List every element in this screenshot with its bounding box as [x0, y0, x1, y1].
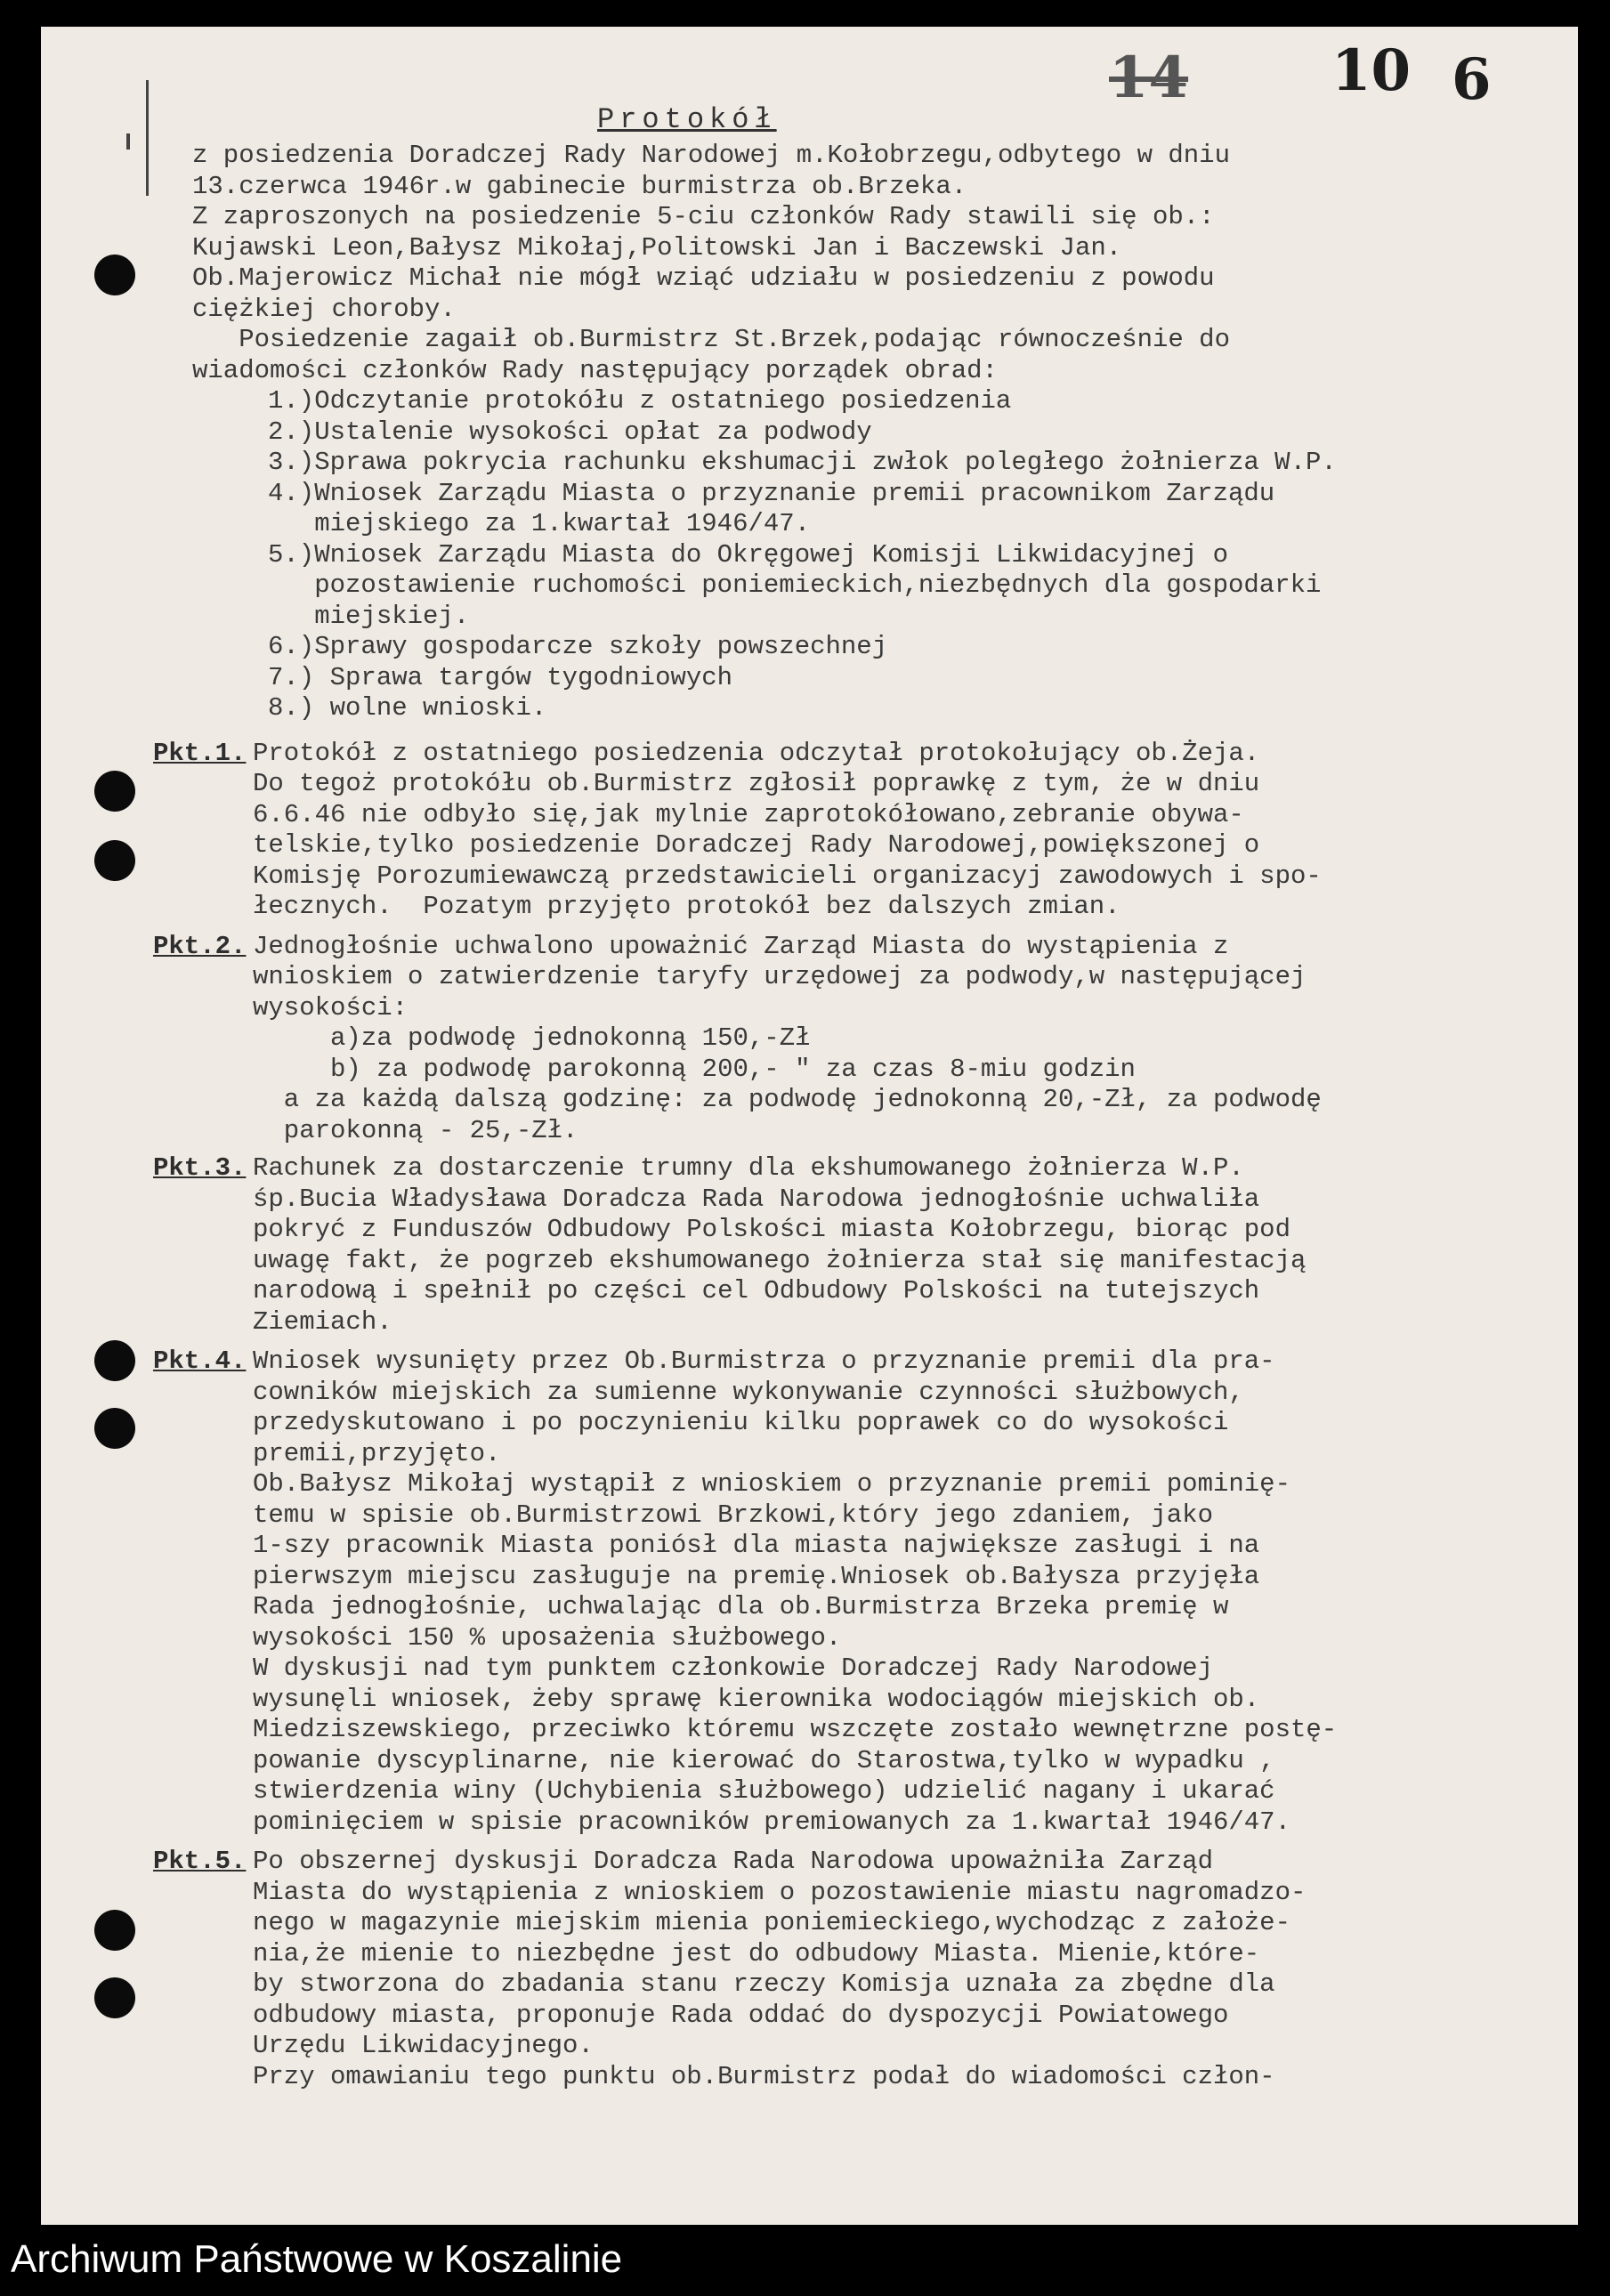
point-text-line: a)za podwodę jednokonną 150,-Zł	[253, 1023, 811, 1053]
archive-footer	[0, 2225, 1610, 2296]
point-text-line: wysokości 150 % uposażenia służbowego.	[253, 1622, 842, 1653]
point-text-line: Rada jednogłośnie, uchwalając dla ob.Burmistrza Brzeka premię w	[253, 1592, 1229, 1621]
point-text-line: telskie,tylko posiedzenie Doradczej Rady Narodowej,powiększonej o	[253, 830, 1260, 860]
point-text-line: 1-szy pracownik Miasta poniósł dla miasta największe zasługi i na	[253, 1531, 1260, 1560]
point-text-line: śp.Bucia Władysława Doradcza Rada Narodowa jednogłośnie uchwaliła	[253, 1184, 1260, 1214]
point-text-line: 6.6.46 nie odbyło się,jak mylnie zaprotokółowano,zebranie obywa-	[253, 799, 1244, 829]
punch-hole	[94, 1340, 135, 1381]
point-text-line: Rachunek za dostarczenie trumny dla ekshumowanego żołnierza W.P.	[253, 1153, 1244, 1183]
punch-hole	[94, 1977, 135, 2018]
handwritten-struck-number: 14	[1109, 44, 1189, 111]
point-text-line: łecznych. Pozatym przyjęto protokół bez dalszych zmian.	[253, 892, 1121, 921]
handwritten-number: 10	[1331, 37, 1412, 104]
point-text-line: nia,że mienie to niezbędne jest do odbudowy Miasta. Mienie,które-	[253, 1938, 1260, 1969]
point-text-line: Wniosek wysunięty przez Ob.Burmistrza o przyznanie premii dla pra-	[253, 1346, 1275, 1376]
agenda-item: 3.)Sprawa pokrycia rachunku ekshumacji zwłok poległego żołnierza W.P.	[268, 448, 1337, 477]
document-title: Protokół	[597, 103, 777, 136]
agenda-item: 4.)Wniosek Zarządu Miasta o przyznanie premii pracownikom Zarządu	[268, 478, 1275, 508]
point-text-line: narodową i spełnił po części cel Odbudowy Polskości na tutejszych	[253, 1276, 1260, 1306]
agenda-item: 7.) Sprawa targów tygodniowych	[268, 662, 733, 692]
point-text-line: parokonną - 25,-Zł.	[253, 1115, 578, 1145]
handwritten-number: 6	[1452, 46, 1492, 113]
point-text-line: Ziemiach.	[253, 1306, 392, 1337]
agenda-item: 1.)Odczytanie protokółu z ostatniego posiedzenia	[268, 386, 1012, 416]
point-text-line: Protokół z ostatniego posiedzenia odczytał protokołujący ob.Żeja.	[253, 738, 1260, 768]
point-text-line: premii,przyjęto.	[253, 1438, 501, 1468]
agenda-item: pozostawienie ruchomości poniemieckich,niezbędnych dla gospodarki	[268, 570, 1322, 600]
point-text-line: W dyskusji nad tym punktem członkowie Doradczej Rady Narodowej	[253, 1653, 1213, 1683]
point-text-line: przedyskutowano i po poczynieniu kilku poprawek co do wysokości	[253, 1408, 1229, 1437]
punch-hole	[94, 1910, 135, 1951]
agenda-item: miejskiego za 1.kwartał 1946/47.	[268, 509, 811, 538]
point-label: Pkt.3.	[153, 1153, 247, 1183]
point-text-line: pierwszym miejscu zasługuje na premię.Wniosek ob.Bałysza przyjęła	[253, 1561, 1260, 1591]
margin-pencil-mark	[126, 133, 130, 150]
point-text-line: Urzędu Likwidacyjnego.	[253, 2031, 594, 2060]
point-text-line: Do tegoż protokółu ob.Burmistrz zgłosił poprawkę z tym, że w dniu	[253, 769, 1260, 798]
point-text-line: Miasta do wystąpienia z wnioskiem o pozostawienie miastu nagromadzo-	[253, 1877, 1307, 1907]
margin-pencil-mark	[146, 80, 149, 196]
punch-hole	[94, 255, 135, 295]
archive-name: Archiwum Państwowe w Koszalinie	[11, 2237, 623, 2281]
agenda-item: miejskiej.	[268, 601, 470, 631]
point-text-line: odbudowy miasta, proponuje Rada oddać do dyspozycji Powiatowego	[253, 2000, 1229, 2030]
intro-line: Posiedzenie zagaił ob.Burmistrz St.Brzek,podając równocześnie do	[192, 325, 1230, 354]
agenda-item: 5.)Wniosek Zarządu Miasta do Okręgowej Komisji Likwidacyjnej o	[268, 539, 1228, 570]
point-label: Pkt.2.	[153, 931, 247, 961]
point-label: Pkt.4.	[153, 1346, 247, 1376]
point-text-line: cowników miejskich za sumienne wykonywanie czynności służbowych,	[253, 1377, 1244, 1407]
point-text-line: a za każdą dalszą godzinę: za podwodę jednokonną 20,-Zł, za podwodę	[253, 1085, 1322, 1114]
point-text-line: stwierdzenia winy (Uchybienia służbowego) udzielić nagany i ukarać	[253, 1776, 1275, 1806]
intro-line: 13.czerwca 1946r.w gabinecie burmistrza ob.Brzeka.	[192, 171, 967, 201]
point-text-line: temu w spisie ob.Burmistrzowi Brzkowi,który jego zdaniem, jako	[253, 1500, 1213, 1530]
intro-line: ciężkiej choroby.	[192, 294, 456, 324]
intro-line: wiadomości członków Rady następujący porządek obrad:	[192, 355, 998, 385]
point-text-line: nego w magazynie miejskim mienia poniemieckiego,wychodząc z założe-	[253, 1908, 1290, 1937]
point-text-line: Po obszernej dyskusji Doradcza Rada Narodowa upoważniła Zarząd	[253, 1847, 1213, 1876]
point-text-line: by stworzona do zbadania stanu rzeczy Komisja uznała za zbędne dla	[253, 1969, 1275, 1999]
point-text-line: pokryć z Funduszów Odbudowy Polskości miasta Kołobrzegu, biorąc pod	[253, 1215, 1290, 1244]
agenda-item: 2.)Ustalenie wysokości opłat za podwody	[268, 416, 872, 447]
point-text-line: Komisję Porozumiewawczą przedstawicieli organizacyj zawodowych i spo-	[253, 861, 1322, 891]
point-label: Pkt.1.	[153, 738, 247, 768]
intro-line: Z zaproszonych na posiedzenie 5-ciu członków Rady stawili się ob.:	[192, 202, 1215, 231]
point-text-line: pominięciem w spisie pracowników premiowanych za 1.kwartał 1946/47.	[253, 1807, 1290, 1837]
punch-hole	[94, 840, 135, 881]
intro-line: Ob.Majerowicz Michał nie mógł wziąć udziału w posiedzeniu z powodu	[192, 263, 1215, 293]
point-text-line: Jednogłośnie uchwalono upoważnić Zarząd Miasta do wystąpienia z	[253, 931, 1229, 961]
punch-hole	[94, 771, 135, 812]
point-label: Pkt.5.	[153, 1847, 247, 1876]
point-text-line: Przy omawianiu tego punktu ob.Burmistrz podał do wiadomości człon-	[253, 2061, 1275, 2091]
intro-line: Kujawski Leon,Bałysz Mikołaj,Politowski Jan i Baczewski Jan.	[192, 232, 1122, 263]
point-text-line: uwagę fakt, że pogrzeb ekshumowanego żołnierza stał się manifestacją	[253, 1245, 1307, 1275]
agenda-item: 8.) wolne wnioski.	[268, 693, 547, 723]
point-text-line: Miedziszewskiego, przeciwko któremu wszczęte zostało wewnętrzne postę-	[253, 1715, 1338, 1744]
point-text-line: b) za podwodę parokonną 200,- " za czas 8-miu godzin	[253, 1054, 1136, 1084]
document-scan	[41, 27, 1578, 2225]
point-text-line: wnioskiem o zatwierdzenie taryfy urzędowej za podwody,w następującej	[253, 962, 1307, 991]
punch-hole	[94, 1408, 135, 1449]
intro-line: z posiedzenia Doradczej Rady Narodowej m.Kołobrzegu,odbytego w dniu	[192, 141, 1230, 170]
point-text-line: wysunęli wniosek, żeby sprawę kierownika wodociągów miejskich ob.	[253, 1684, 1260, 1714]
point-text-line: wysokości:	[253, 992, 409, 1023]
point-text-line: powanie dyscyplinarne, nie kierować do Starostwa,tylko w wypadku ,	[253, 1745, 1275, 1775]
agenda-item: 6.)Sprawy gospodarcze szkoły powszechnej	[268, 632, 888, 661]
point-text-line: Ob.Bałysz Mikołaj wystąpił z wnioskiem o przyznanie premii pominię-	[253, 1469, 1290, 1499]
